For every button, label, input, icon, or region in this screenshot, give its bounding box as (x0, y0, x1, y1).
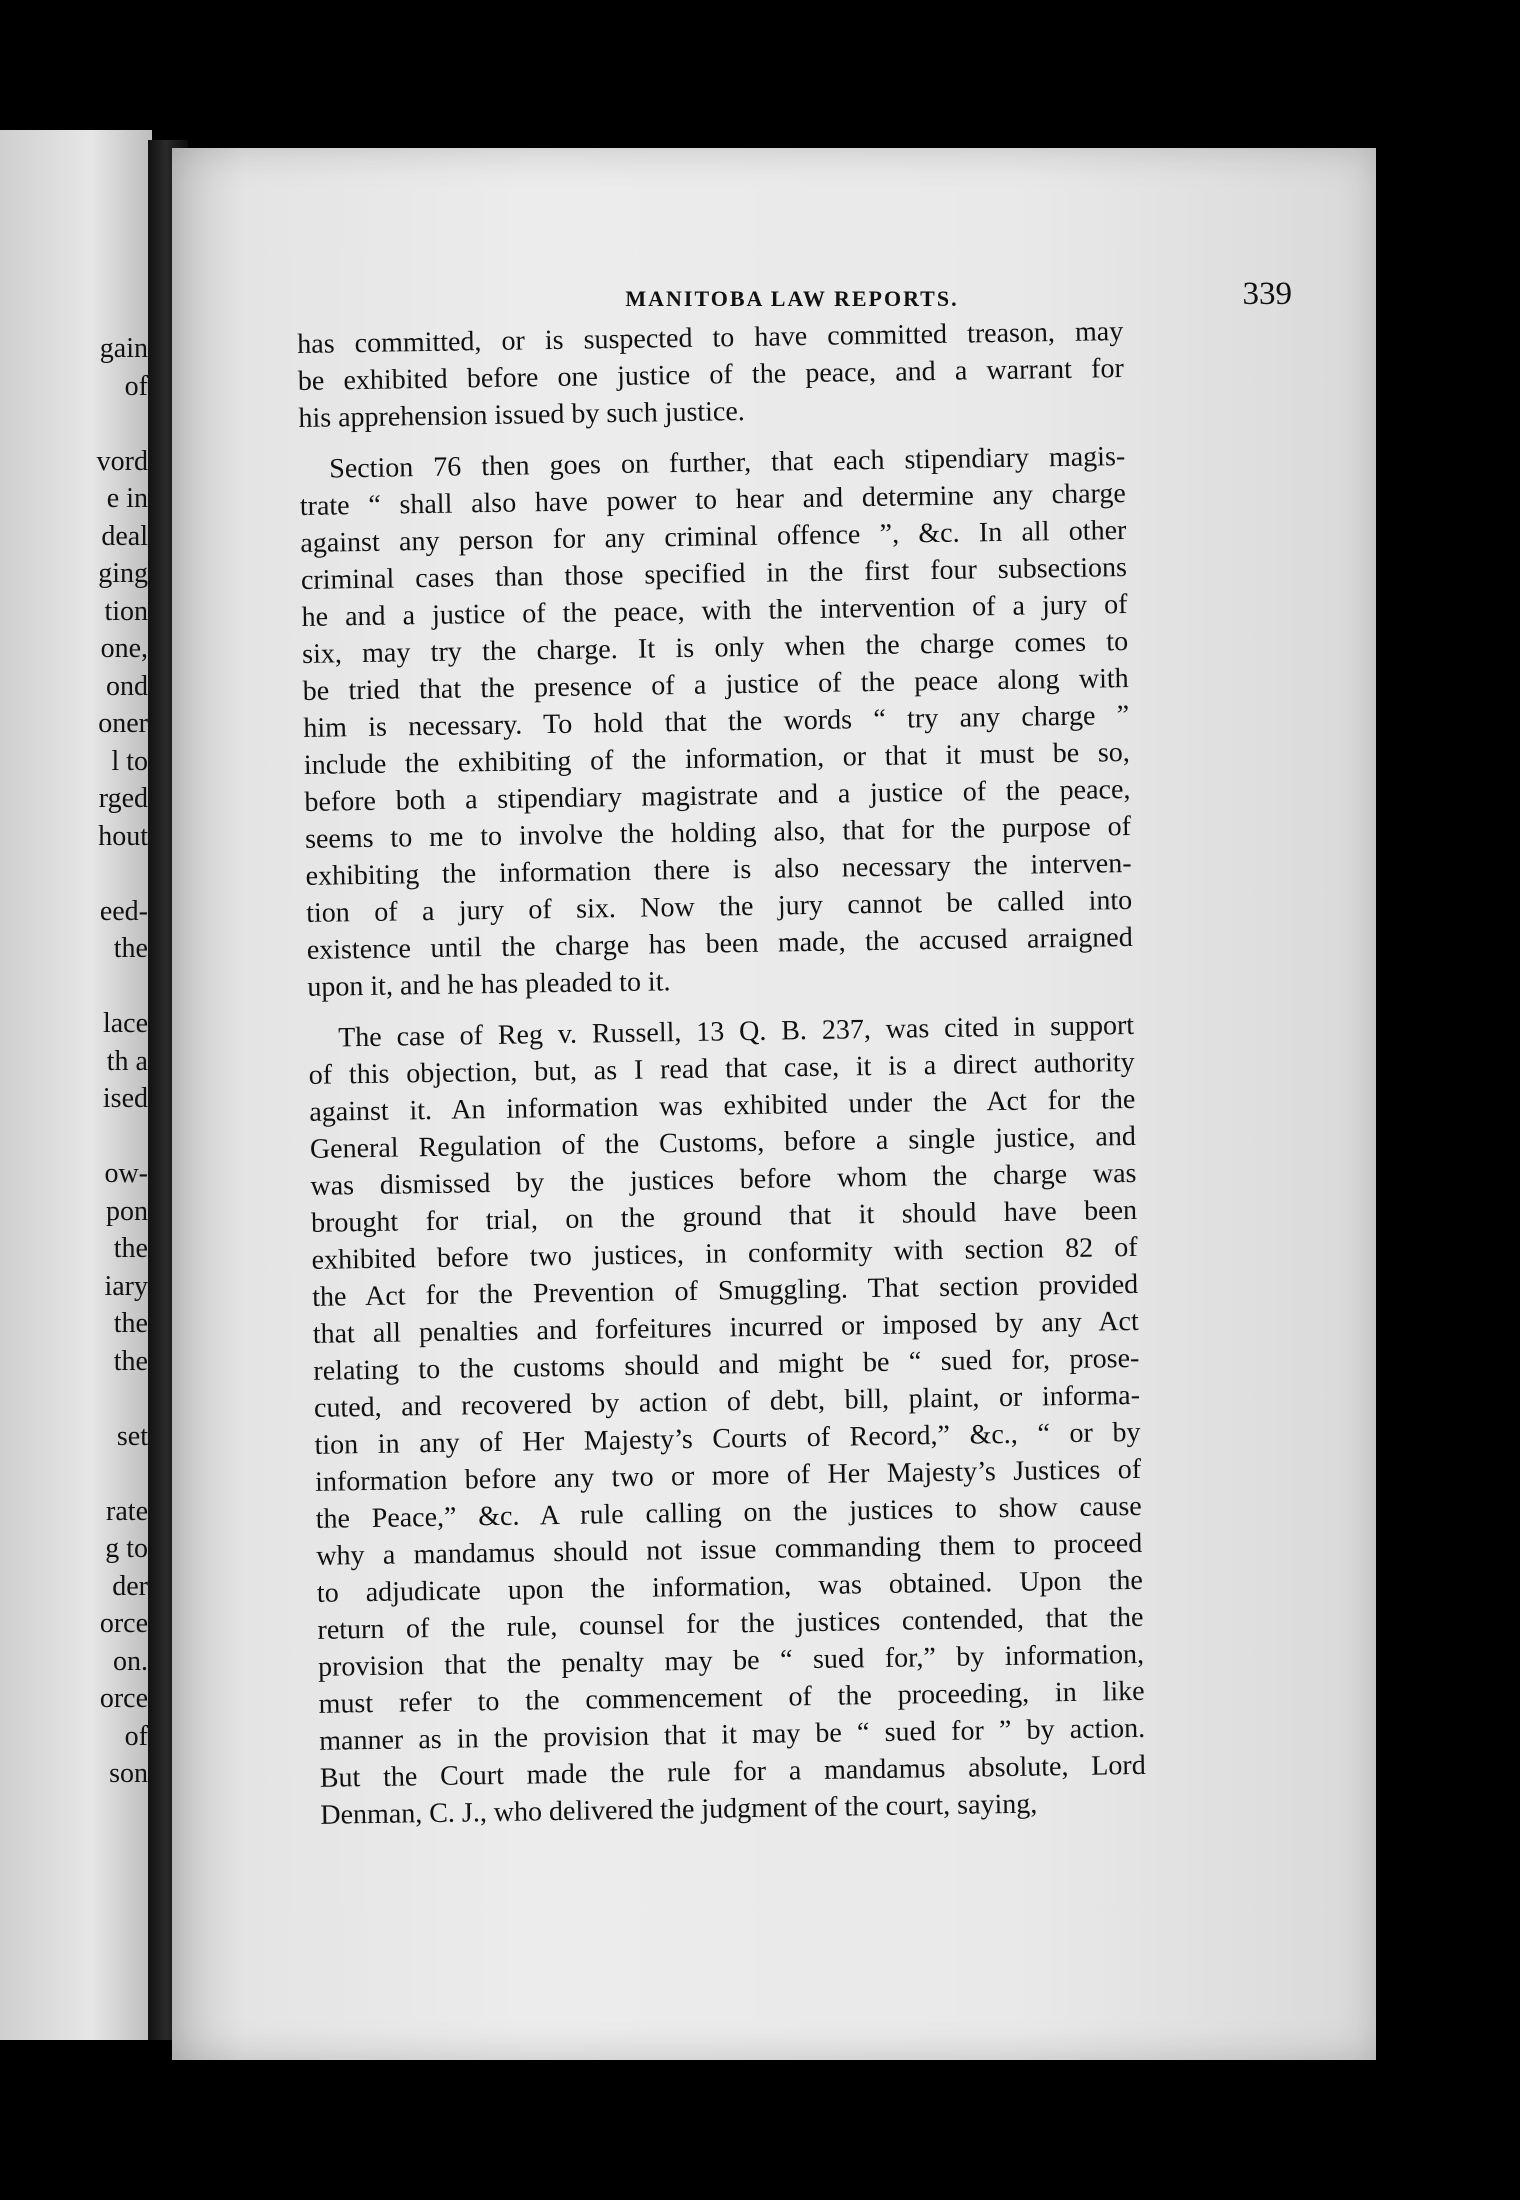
text-line: be exhibited before one justice of the peace, and a warrant for (297, 353, 1125, 397)
text-line: must refer to the commencement of the proceeding, in like (318, 1675, 1145, 1720)
facing-page-fragment (97, 1455, 148, 1493)
text-line: be tried that the presence of a justice of the peace along with (302, 662, 1129, 707)
facing-page-fragment: iary (104, 1270, 148, 1302)
text-line: before both a stipendiary magistrate and a justice of the peace, (304, 773, 1131, 818)
text-line: exhibited before two justices, in conformity with section 82 of (311, 1231, 1138, 1276)
text-line: General Regulation of the Customs, before a single justice, and (309, 1120, 1137, 1165)
facing-page-fragment: lace (102, 1008, 148, 1039)
text-line: tion in any of Her Majesty’s Courts of Record,” &c., “ or by (314, 1416, 1141, 1461)
text-line: criminal cases than those specified in the first four subsections (300, 551, 1128, 596)
facing-page-fragment: of (124, 370, 148, 402)
facing-page-fragment (97, 1380, 148, 1418)
text-line: trate “ shall also have power to hear and determine any charge (299, 478, 1126, 522)
facing-page-fragment (97, 1118, 148, 1156)
text-line: against any person for any criminal offence ”, &c. In all other (300, 515, 1127, 559)
text-line: upon it, and he has pleaded to it. (307, 966, 671, 1003)
facing-page-fragment: oner (98, 708, 148, 739)
facing-page-fragment: der (112, 1570, 148, 1602)
facing-page-fragment: the (113, 1308, 148, 1339)
running-title: MANITOBA LAW REPORTS. (625, 286, 959, 311)
text-line: information before any two or more of Her Majesty’s Justices of (314, 1453, 1142, 1498)
paragraph (299, 438, 1134, 1006)
text-line: existence until the charge has been made, the accused arraigned (306, 921, 1133, 966)
facing-page-fragment: one, (100, 633, 148, 664)
text-line: cuted, and recovered by action of debt, bill, plaint, or informa- (313, 1379, 1141, 1424)
facing-page (0, 130, 152, 2040)
text-line: The case of Reg v. Russell, 13 Q. B. 237, was cited in support (337, 1009, 1135, 1054)
facing-page-fragment: son (109, 1758, 148, 1789)
facing-page-fragment: orce (99, 1683, 148, 1714)
text-line: include the exhibiting of the information, or that it must be so, (303, 736, 1131, 781)
facing-page-fragment: deal (101, 520, 148, 552)
text-line: of this objection, but, as I read that case, it is a direct authority (308, 1046, 1135, 1091)
text-line: the Peace,” &c. A rule calling on the justices to show cause (315, 1490, 1142, 1535)
body-text (297, 313, 1147, 1834)
facing-page-fragment: hout (98, 820, 148, 852)
text-line: to adjudicate upon the information, was obtained. Upon the (316, 1564, 1144, 1609)
facing-page-fragment: the (113, 1233, 148, 1264)
facing-page-fragment: set (116, 1420, 148, 1452)
text-line: against it. An information was exhibited under the Act for the (309, 1083, 1136, 1128)
book-page (172, 148, 1376, 2060)
paragraph (308, 1007, 1147, 1834)
text-line: exhibiting the information there is also necessary the interven- (305, 847, 1132, 892)
facing-page-text (97, 330, 148, 1793)
page-number: 339 (1242, 276, 1292, 312)
facing-page-fragment: orce (99, 1608, 148, 1639)
facing-page-fragment: g to (105, 1533, 148, 1564)
text-line: him is necessary. To hold that the words “ try any charge ” (303, 699, 1130, 744)
text-line: brought for trial, on the ground that it should have been (310, 1194, 1138, 1239)
facing-page-fragment: ow- (104, 1158, 148, 1189)
facing-page-fragment: ond (106, 670, 148, 702)
text-line: tion of a jury of six. Now the jury cannot be called into (305, 884, 1133, 929)
text-line: manner as in the provision that it may be “ sued for ” by action. (318, 1712, 1146, 1757)
facing-page-fragment: rate (106, 1495, 148, 1527)
facing-page-fragment: the (113, 1345, 148, 1377)
facing-page-fragment: l to (111, 745, 148, 777)
text-line: why a mandamus should not issue commanding them to proceed (316, 1527, 1143, 1572)
text-line: that all penalties and forfeitures incurred or imposed by any Act (312, 1305, 1139, 1350)
facing-page-fragment: ging (98, 558, 148, 589)
facing-page-fragment (97, 405, 148, 443)
text-line: he and a justice of the peace, with the intervention of a jury of (301, 588, 1128, 633)
facing-page-fragment: vord (96, 445, 148, 477)
facing-page-fragment: eed- (99, 895, 148, 927)
facing-page-fragment: pon (106, 1195, 148, 1227)
facing-page-fragment: e in (106, 483, 148, 514)
facing-page-fragment: on. (113, 1645, 148, 1677)
text-line: the Act for the Prevention of Smuggling. That section provided (312, 1268, 1139, 1313)
text-line: his apprehension issued by such justice. (298, 395, 746, 434)
text-line: six, may try the charge. It is only when the charge comes to (301, 625, 1129, 670)
text-line: return of the rule, counsel for the justices contended, that the (317, 1601, 1144, 1646)
facing-page-fragment: ised (102, 1083, 148, 1114)
facing-page-fragment (97, 855, 148, 893)
text-line: provision that the penalty may be “ sued for,” by information, (317, 1638, 1145, 1683)
text-line: relating to the customs should and might be “ sued for, prose- (313, 1342, 1140, 1387)
facing-page-fragment: rged (98, 783, 148, 814)
text-line: Section 76 then goes on further, that each stipendiary magis- (329, 441, 1126, 485)
facing-page-fragment: tion (104, 595, 148, 627)
facing-page-fragment (97, 968, 148, 1006)
text-line: Denman, C. J., who delivered the judgment of the court, saying, (320, 1788, 1038, 1831)
facing-page-fragment: the (113, 933, 148, 964)
paragraph (297, 313, 1125, 437)
facing-page-fragment: of (124, 1720, 148, 1752)
text-line: was dismissed by the justices before whom the charge was (310, 1157, 1137, 1202)
text-line: But the Court made the rule for a mandamus absolute, Lord (319, 1749, 1146, 1794)
text-line: seems to me to involve the holding also, that for the purpose of (304, 810, 1132, 855)
facing-page-fragment: th a (106, 1045, 148, 1077)
facing-page-fragment: gain (99, 333, 148, 364)
text-line: has committed, or is suspected to have committed treason, may (297, 316, 1124, 360)
